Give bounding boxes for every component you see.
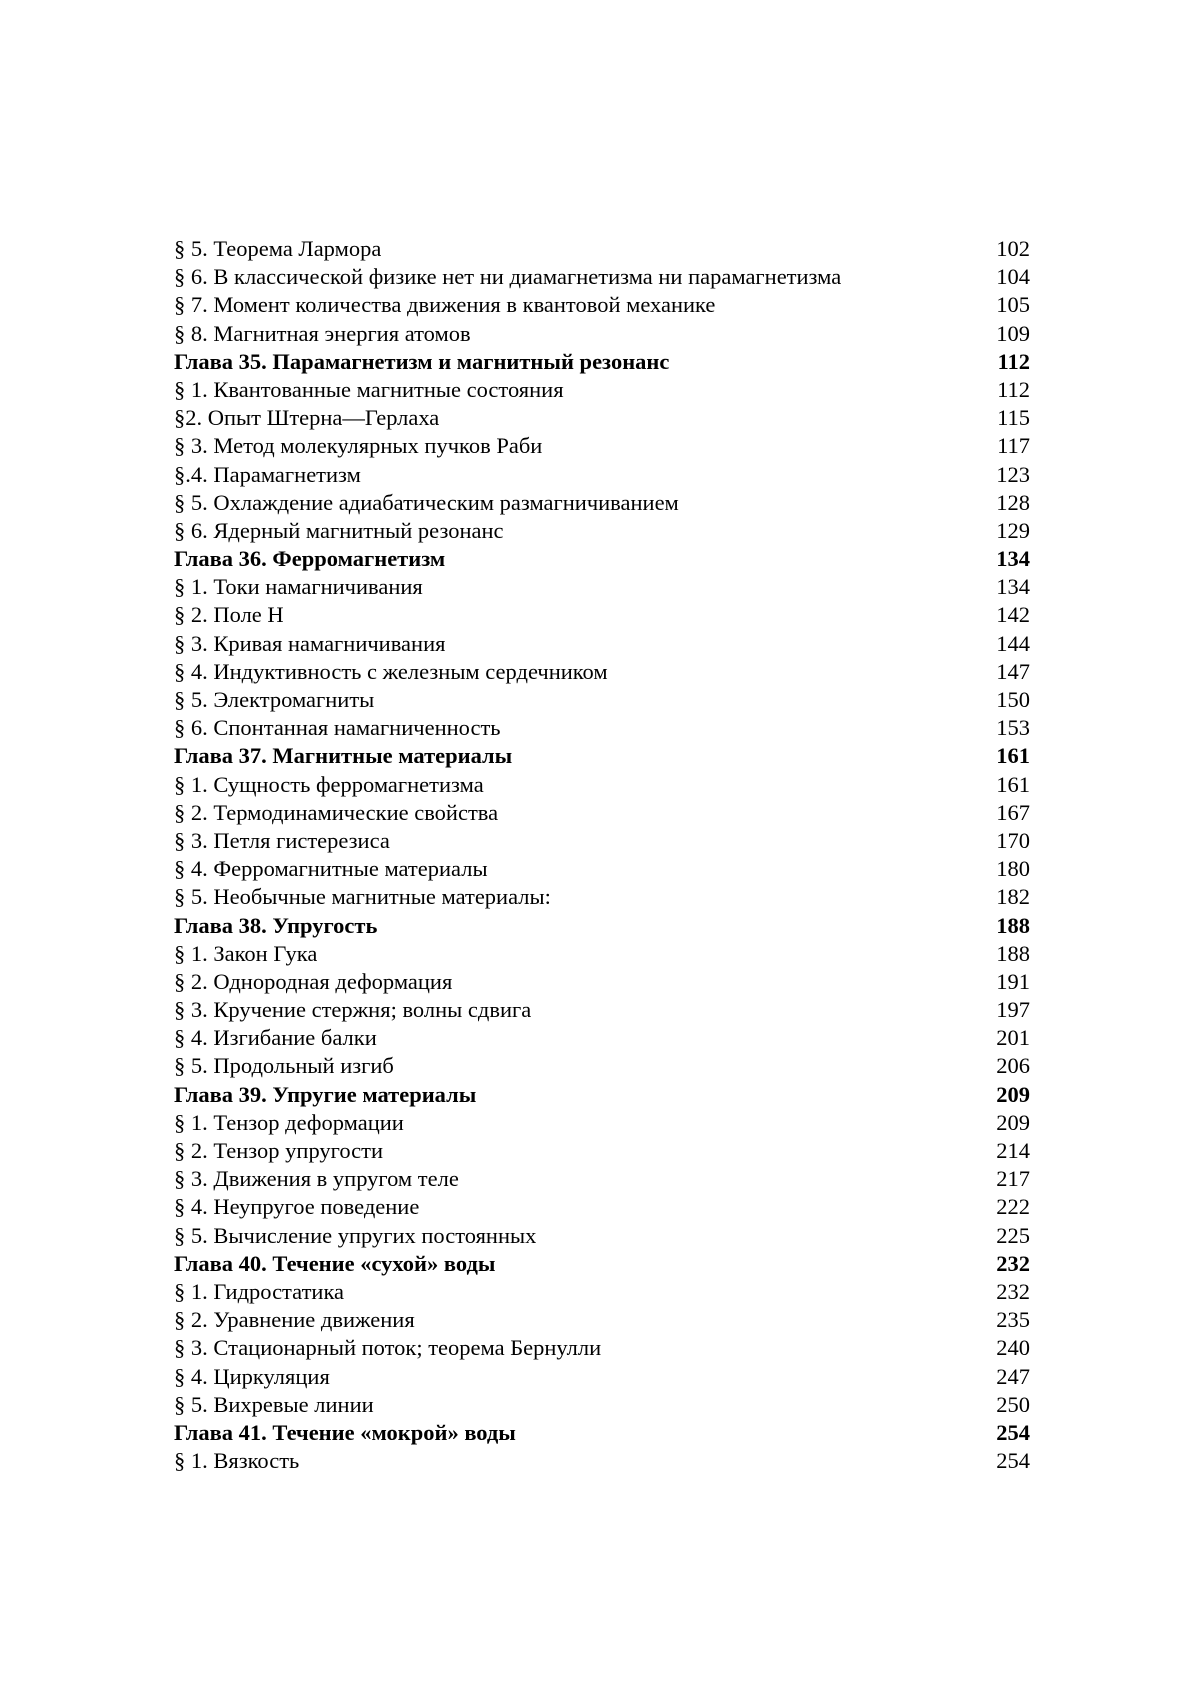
toc-chapter-row — [174, 912, 1030, 940]
toc-section-row — [174, 291, 1030, 319]
toc-section-row — [174, 1137, 1030, 1165]
toc-section-row — [174, 461, 1030, 489]
section-title: § 5. Продольный изгиб — [174, 1053, 394, 1079]
chapter-title: Глава 35. Парамагнетизм и магнитный резонанс — [174, 348, 670, 374]
section-title: § 4. Циркуляция — [174, 1363, 330, 1389]
toc-section-row — [174, 1447, 1030, 1475]
page-number: 170 — [996, 827, 1030, 853]
page-number: 161 — [996, 771, 1030, 797]
section-title: § 3. Движения в упругом теле — [174, 1166, 459, 1192]
toc-section-row — [174, 404, 1030, 432]
page-number: 254 — [996, 1448, 1030, 1474]
toc-section-row — [174, 883, 1030, 911]
page-number: 232 — [996, 1250, 1030, 1276]
page-number: 232 — [996, 1278, 1030, 1304]
toc-section-row — [174, 1165, 1030, 1193]
toc-section-row — [174, 517, 1030, 545]
page-number: 188 — [996, 940, 1030, 966]
page-number: 254 — [996, 1419, 1030, 1445]
toc-section-row — [174, 1306, 1030, 1334]
section-title: § 3. Метод молекулярных пучков Раби — [174, 433, 543, 459]
section-title: § 4. Индуктивность с железным сердечником — [174, 658, 608, 684]
toc-chapter-row — [174, 1250, 1030, 1278]
section-title: § 2. Поле Н — [174, 602, 284, 628]
page-number: 104 — [996, 264, 1030, 290]
section-title: §2. Опыт Штерна—Герлаха — [174, 405, 440, 431]
toc-section-row — [174, 263, 1030, 291]
section-title: § 5. Необычные магнитные материалы: — [174, 884, 551, 910]
toc-section-row — [174, 1024, 1030, 1052]
toc-section-row — [174, 320, 1030, 348]
page-number: 123 — [996, 461, 1030, 487]
page-number: 247 — [996, 1363, 1030, 1389]
section-title: § 5. Охлаждение адиабатическим размагничиванием — [174, 489, 679, 515]
page-number: 201 — [996, 1025, 1030, 1051]
chapter-title: Глава 38. Упругость — [174, 912, 378, 938]
page-number: 147 — [996, 658, 1030, 684]
page-number: 112 — [997, 376, 1030, 402]
section-title: § 5. Вихревые линии — [174, 1391, 374, 1417]
section-title: § 6. Ядерный магнитный резонанс — [174, 517, 504, 543]
section-title: § 4. Ферромагнитные материалы — [174, 856, 488, 882]
section-title: § 1. Тензор деформации — [174, 1109, 404, 1135]
toc-chapter-row — [174, 742, 1030, 770]
section-title: § 2. Термодинамические свойства — [174, 799, 499, 825]
section-title: §.4. Парамагнетизм — [174, 461, 361, 487]
toc-section-row — [174, 1193, 1030, 1221]
page-number: 144 — [996, 630, 1030, 656]
table-of-contents — [174, 235, 1030, 1475]
chapter-title: Глава 40. Течение «сухой» воды — [174, 1250, 496, 1276]
section-title: § 3. Стационарный поток; теорема Бернулли — [174, 1335, 602, 1361]
toc-section-row — [174, 658, 1030, 686]
section-title: § 3. Петля гистерезиса — [174, 827, 390, 853]
page-number: 134 — [996, 546, 1030, 572]
page-number: 112 — [997, 348, 1030, 374]
chapter-title: Глава 41. Течение «мокрой» воды — [174, 1419, 516, 1445]
page-number: 222 — [996, 1194, 1030, 1220]
section-title: § 5. Электромагниты — [174, 687, 375, 712]
toc-section-row — [174, 1278, 1030, 1306]
page-number: 209 — [996, 1109, 1030, 1135]
page-number: 188 — [996, 912, 1030, 938]
chapter-title: Глава 39. Упругие материалы — [174, 1081, 477, 1107]
page-number: 209 — [996, 1081, 1030, 1107]
page-number: 134 — [996, 574, 1030, 600]
toc-section-row — [174, 855, 1030, 883]
toc-section-row — [174, 771, 1030, 799]
section-title: § 8. Магнитная энергия атомов — [174, 320, 471, 346]
toc-section-row — [174, 940, 1030, 968]
page-number: 117 — [997, 433, 1030, 459]
section-title: § 1. Гидростатика — [174, 1278, 345, 1304]
section-title: § 4. Изгибание балки — [174, 1025, 377, 1051]
section-title: § 3. Кручение стержня; волны сдвига — [174, 997, 532, 1023]
section-title: § 4. Неупругое поведение — [174, 1194, 420, 1220]
toc-section-row — [174, 714, 1030, 742]
section-title: § 1. Закон Гука — [174, 940, 318, 966]
toc-section-row — [174, 968, 1030, 996]
toc-section-row — [174, 235, 1030, 263]
section-title: § 5. Теорема Лармора — [174, 236, 382, 261]
page-number: 225 — [996, 1222, 1030, 1248]
page-number: 115 — [997, 405, 1030, 431]
page-number: 105 — [996, 292, 1030, 318]
section-title: § 7. Момент количества движения в квантовой механике — [174, 292, 716, 318]
toc-section-row — [174, 376, 1030, 404]
section-title: § 1. Сущность ферромагнетизма — [174, 771, 484, 797]
section-title: § 2. Однородная деформация — [174, 968, 453, 994]
toc-section-row — [174, 630, 1030, 658]
section-title: § 2. Уравнение движения — [174, 1307, 415, 1333]
page-number: 102 — [996, 236, 1030, 261]
toc-chapter-row — [174, 545, 1030, 573]
section-title: § 1. Токи намагничивания — [174, 574, 423, 600]
toc-section-row — [174, 827, 1030, 855]
toc-section-row — [174, 432, 1030, 460]
toc-section-row — [174, 1363, 1030, 1391]
toc-section-row — [174, 686, 1030, 714]
toc-chapter-row — [174, 348, 1030, 376]
page-number: 129 — [996, 517, 1030, 543]
section-title: § 1. Вязкость — [174, 1448, 300, 1474]
toc-section-row — [174, 1391, 1030, 1419]
toc-chapter-row — [174, 1081, 1030, 1109]
toc-section-row — [174, 601, 1030, 629]
page-number: 109 — [996, 320, 1030, 346]
page-number: 217 — [996, 1166, 1030, 1192]
page-number: 240 — [996, 1335, 1030, 1361]
toc-section-row — [174, 1334, 1030, 1362]
page-number: 214 — [996, 1138, 1030, 1163]
page-number: 161 — [996, 743, 1030, 769]
chapter-title: Глава 36. Ферромагнетизм — [174, 546, 446, 572]
toc-section-row — [174, 996, 1030, 1024]
toc-section-row — [174, 1222, 1030, 1250]
page-number: 206 — [996, 1053, 1030, 1079]
section-title: § 3. Кривая намагничивания — [174, 630, 446, 656]
toc-section-row — [174, 799, 1030, 827]
section-title: § 2. Тензор упругости — [174, 1138, 384, 1163]
toc-section-row — [174, 573, 1030, 601]
page-number: 128 — [996, 489, 1030, 515]
page-number: 182 — [996, 884, 1030, 910]
toc-section-row — [174, 1109, 1030, 1137]
chapter-title: Глава 37. Магнитные материалы — [174, 743, 513, 769]
page-number: 250 — [996, 1391, 1030, 1417]
page-number: 235 — [996, 1307, 1030, 1333]
section-title: § 1. Квантованные магнитные состояния — [174, 376, 564, 402]
section-title: § 6. Спонтанная намагниченность — [174, 715, 501, 741]
page-number: 150 — [996, 687, 1030, 712]
section-title: § 6. В классической физике нет ни диамагнетизма ни парамагнетизма — [174, 264, 842, 290]
page-number: 167 — [996, 799, 1030, 825]
toc-section-row — [174, 1052, 1030, 1080]
page-number: 153 — [996, 715, 1030, 741]
section-title: § 5. Вычисление упругих постоянных — [174, 1222, 537, 1248]
page-number: 142 — [996, 602, 1030, 628]
toc-section-row — [174, 489, 1030, 517]
page-number: 191 — [996, 968, 1030, 994]
page-number: 197 — [996, 997, 1030, 1023]
toc-chapter-row — [174, 1419, 1030, 1447]
page-number: 180 — [996, 856, 1030, 882]
